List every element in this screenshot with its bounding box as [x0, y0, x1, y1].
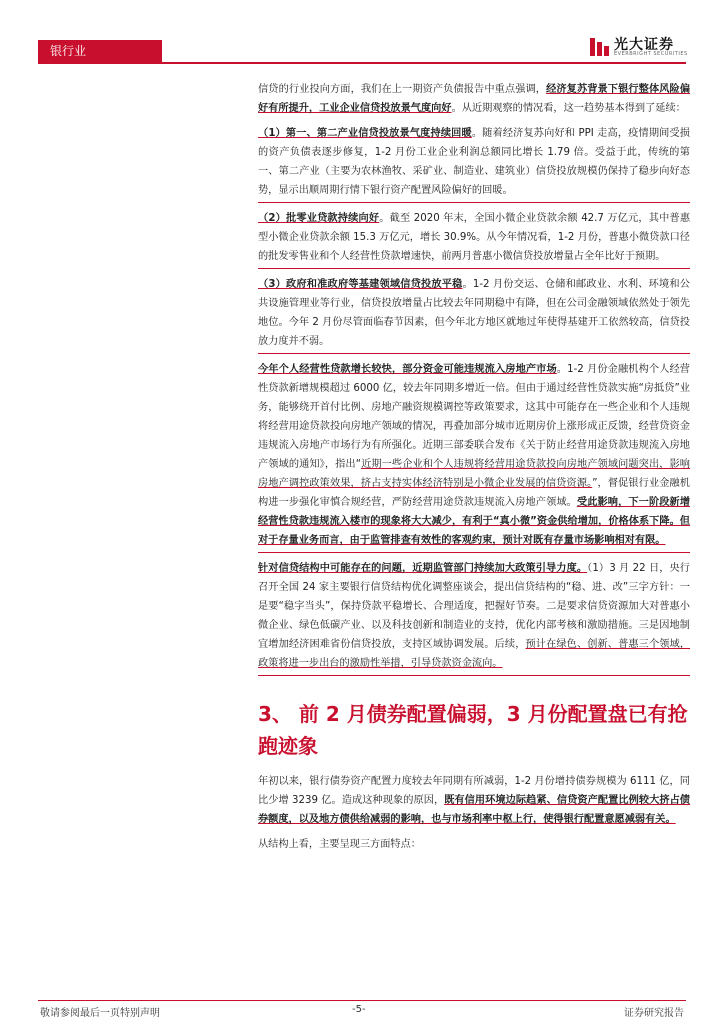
- page-header: [0, 0, 724, 70]
- text-run: 年初以来，银行债券资产配置力度较去年同期有所减弱，1-2 月份增持债券规模为 6111 亿，同比少增 3239 亿。造成这种现象的原因，: [258, 776, 690, 806]
- paragraph-industry-3: [258, 275, 690, 354]
- page-number: -5-: [352, 1004, 366, 1015]
- header-rule: [38, 62, 686, 64]
- report-body: [258, 80, 690, 860]
- paragraph-1: [258, 80, 690, 118]
- text-run: 既有信用环境边际趋紧、信贷资产配置比例较大挤占债券额度，以及地方债供给减弱的影响，也与市场利率中枢上行，使得银行配置意愿减弱有关。: [258, 795, 690, 825]
- text-run: 。从近期观察的情况看，这一趋势基本得到了延续：: [451, 103, 686, 114]
- text-run: （3）政府和准政府等基建领域信贷投放平稳: [258, 279, 463, 290]
- text-run: 。随着经济复苏向好和 PPI 走高，疫情期间受损的资产负债表逐步修复，1-2 月份工业企业利润总额同比增长 1.79 倍。受益于此，传统的第一、第二产业（主要为农林渔牧、采矿业、制造业、建筑业）信贷投放规模仍保持了稳步向好态势，显示出顺周期行情下银行资产配置风险偏好的回暖。: [258, 128, 690, 196]
- text-run: 针对信贷结构中可能存在的问题，近期监管部门持续加大政策引导力度。: [258, 563, 588, 574]
- brand-logo: [588, 34, 698, 60]
- text-run: 信贷的行业投向方面，我们在上一期资产负债报告中重点强调，: [258, 84, 547, 95]
- paragraph-industry-1: [258, 124, 690, 203]
- footer-disclaimer: 敬请参阅最后一页特别声明: [40, 1008, 160, 1019]
- everbright-logo-icon: [588, 36, 610, 58]
- paragraph-policy: [258, 559, 690, 676]
- text-run: 。1-2 月份金融机构个人经营性贷款新增规模超过 6000 亿，较去年同期多增近一倍。但由于通过经营性贷款实施“房抵贷”业务，能够绕开首付比例、房地产融资规模调控等政策要求，这其中可能存在一些企业和个人违规将经营用途贷款投向房地产领域的情况，再叠加部分城市近期房价上涨形成正反馈，经营贷资金违规流入房地产市场行为有所强化。近期三部委联合发布《关于防止经营用途贷款违规流入房地产领域的通知》，指出“: [258, 364, 690, 470]
- paragraph-bonds: [258, 772, 690, 829]
- text-run: 。截至 2020 年末，全国小微企业贷款余额 42.7 万亿元，其中普惠型小微企业贷款余额 15.3 万亿元，增长 30.9%。从今年情况看，1-2 月份，普惠小微贷款口径的批发零售业和个人经营性贷款增速快，前两月普惠小微信贷投放增量占全年比好于预期。: [258, 213, 691, 262]
- section-title: 3、 前 2 月债券配置偏弱，3 月份配置盘已有抢跑迹象: [258, 702, 688, 758]
- text-run: 预计在绿色、创新、普惠三个领域，政策将进一步出台的激励性举措，引导贷款资金流向。: [258, 639, 691, 669]
- text-run: 今年个人经营性贷款增长较快，部分资金可能违规流入房地产市场: [258, 364, 557, 375]
- text-run: 。1-2 月份交运、仓储和邮政业、水利、环境和公共设施管理业等行业，信贷投放增量占比较去年同期稳中有降，但在公司金融领域依然处于领先地位。今年 2 月份尽管面临春节因素，但今年北方地区就地过年使得基建开工依然较高，信贷投放力度并不弱。: [258, 279, 690, 347]
- sector-tab: 银行业: [38, 40, 162, 62]
- text-run: 从结构上看，主要呈现三方面特点：: [258, 839, 421, 850]
- paragraph-business-loans: [258, 360, 690, 553]
- text-run: 近期一些企业和个人违规将经营用途贷款投向房地产领域问题突出，影响房地产调控政策效果，挤占支持实体经济特别是小微企业发展的信贷资源。: [258, 459, 690, 489]
- text-run: 受此影响，下一阶段新增经营性贷款违规流入楼市的现象将大大减少，有利于“真小微”资金供给增加，价格体系下降。但对于存量业务而言，由于监管排查有效性的客观约束，预计对既有存量市场影响相对有限。: [258, 497, 691, 546]
- logo-subtitle: EVERBRIGHT SECURITIES: [614, 51, 688, 57]
- paragraph-structure: [258, 835, 690, 854]
- footer-report-type: 证券研究报告: [624, 1008, 684, 1019]
- logo-name: 光大证券: [614, 37, 674, 53]
- text-run: （1）第一、第二产业信贷投放景气度持续回暖: [258, 128, 472, 139]
- text-run: ”，督促银行业金融机构进一步强化审慎合规经营，严防经营用途贷款违规流入房地产领域。: [258, 478, 690, 508]
- paragraph-industry-2: [258, 209, 690, 269]
- text-run: （2）批零业贷款持续向好: [258, 213, 380, 224]
- text-run: 经济复苏背景下银行整体风险偏好有所提升，工业企业信贷投放景气度向好: [258, 84, 691, 114]
- text-run: （1）3 月 22 日，央行召开全国 24 家主要银行信贷结构优化调整座谈会，提出信贷结构的“稳、进、改”三字方针：一是要“稳字当头”，保持贷款平稳增长、合理适度，把握好节奏。二是要求信贷资源加大对普惠小微企业、绿色低碳产业、以及科技创新和制造业的支持，优化内部考核和激励措施。三是因地制宜增加经济困难省份信贷投放，支持区域协调发展。后续，: [258, 563, 690, 650]
- footer-rule: [38, 1000, 686, 1001]
